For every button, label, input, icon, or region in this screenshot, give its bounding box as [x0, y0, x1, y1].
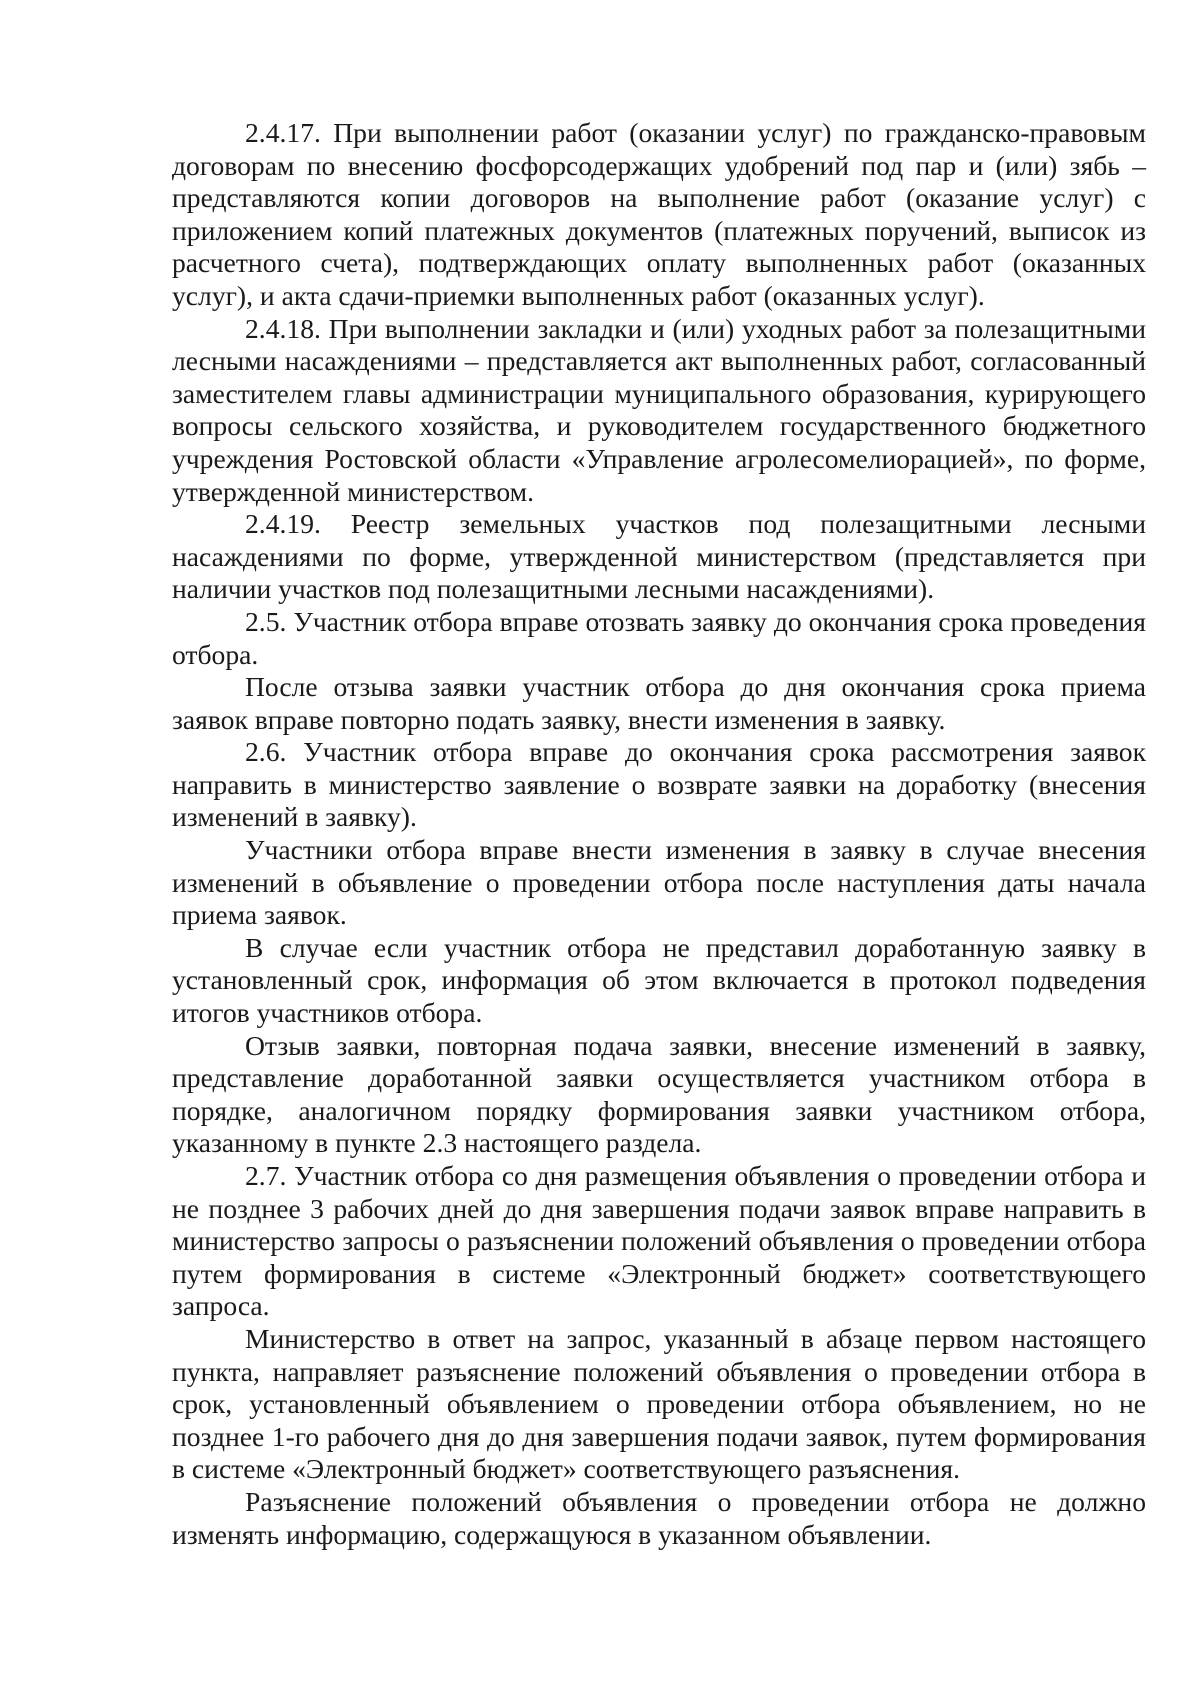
- document-page: [172, 117, 1146, 1551]
- paragraph-2-4-17: 2.4.17. При выполнении работ (оказании услуг) по гражданско-правовым договорам по внесению фосфорсодержащих удобрений под пар и (или) зябь – представляются копии договоров на выполнение работ (оказание услуг) с приложением копий платежных документов (платежных поручений, выписок из расчетного счета), подтверждающих оплату выполненных работ (оказанных услуг), и акта сдачи-приемки выполненных работ (оказанных услуг).: [172, 117, 1146, 311]
- paragraph-2-7-response: Министерство в ответ на запрос, указанный в абзаце первом настоящего пункта, направляет разъяснение положений объявления о проведении отбора в срок, установленный объявлением о проведении отбора объявлением, но не позднее 1-го рабочего дня до дня завершения подачи заявок, путем формирования в системе «Электронный бюджет» соответствующего разъяснения.: [172, 1322, 1146, 1485]
- paragraph-2-5: 2.5. Участник отбора вправе отозвать заявку до окончания срока проведения отбора.: [172, 605, 1146, 670]
- paragraph-2-6: 2.6. Участник отбора вправе до окончания срока рассмотрения заявок направить в министерство заявление о возврате заявки на доработку (внесения изменений в заявку).: [172, 736, 1146, 833]
- paragraph-2-6-procedure: Отзыв заявки, повторная подача заявки, внесение изменений в заявку, представление доработанной заявки осуществляется участником отбора в порядке, аналогичном порядку формирования заявки участником отбора, указанному в пункте 2.3 настоящего раздела.: [172, 1029, 1146, 1159]
- paragraph-2-5-withdrawal: После отзыва заявки участник отбора до дня окончания срока приема заявок вправе повторно подать заявку, внести изменения в заявку.: [172, 671, 1146, 735]
- paragraph-2-4-19: 2.4.19. Реестр земельных участков под полезащитными лесными насаждениями по форме, утвержденной министерством (представляется при наличии участков под полезащитными лесными насаждениями).: [172, 508, 1146, 605]
- paragraph-2-6-deadline: В случае если участник отбора не представил доработанную заявку в установленный срок, информация об этом включается в протокол подведения итогов участников отбора.: [172, 931, 1146, 1029]
- paragraph-2-7-clarification: Разъяснение положений объявления о проведении отбора не должно изменять информацию, содержащуюся в указанном объявлении.: [172, 1485, 1146, 1550]
- paragraph-2-4-18: 2.4.18. При выполнении закладки и (или) уходных работ за полезащитными лесными насаждениями – представляется акт выполненных работ, согласованный заместителем главы администрации муниципального образования, курирующего вопросы сельского хозяйства, и руководителем государственного бюджетного учреждения Ростовской области «Управление агролесомелиорацией», по форме, утвержденной министерством.: [172, 312, 1146, 507]
- paragraph-2-6-changes: Участники отбора вправе внести изменения в заявку в случае внесения изменений в объявление о проведении отбора после наступления даты начала приема заявок.: [172, 834, 1146, 931]
- paragraph-2-7: 2.7. Участник отбора со дня размещения объявления о проведении отбора и не позднее 3 рабочих дней до дня завершения подачи заявок вправе направить в министерство запросы о разъяснении положений объявления о проведении отбора путем формирования в системе «Электронный бюджет» соответствующего запроса.: [172, 1160, 1146, 1322]
